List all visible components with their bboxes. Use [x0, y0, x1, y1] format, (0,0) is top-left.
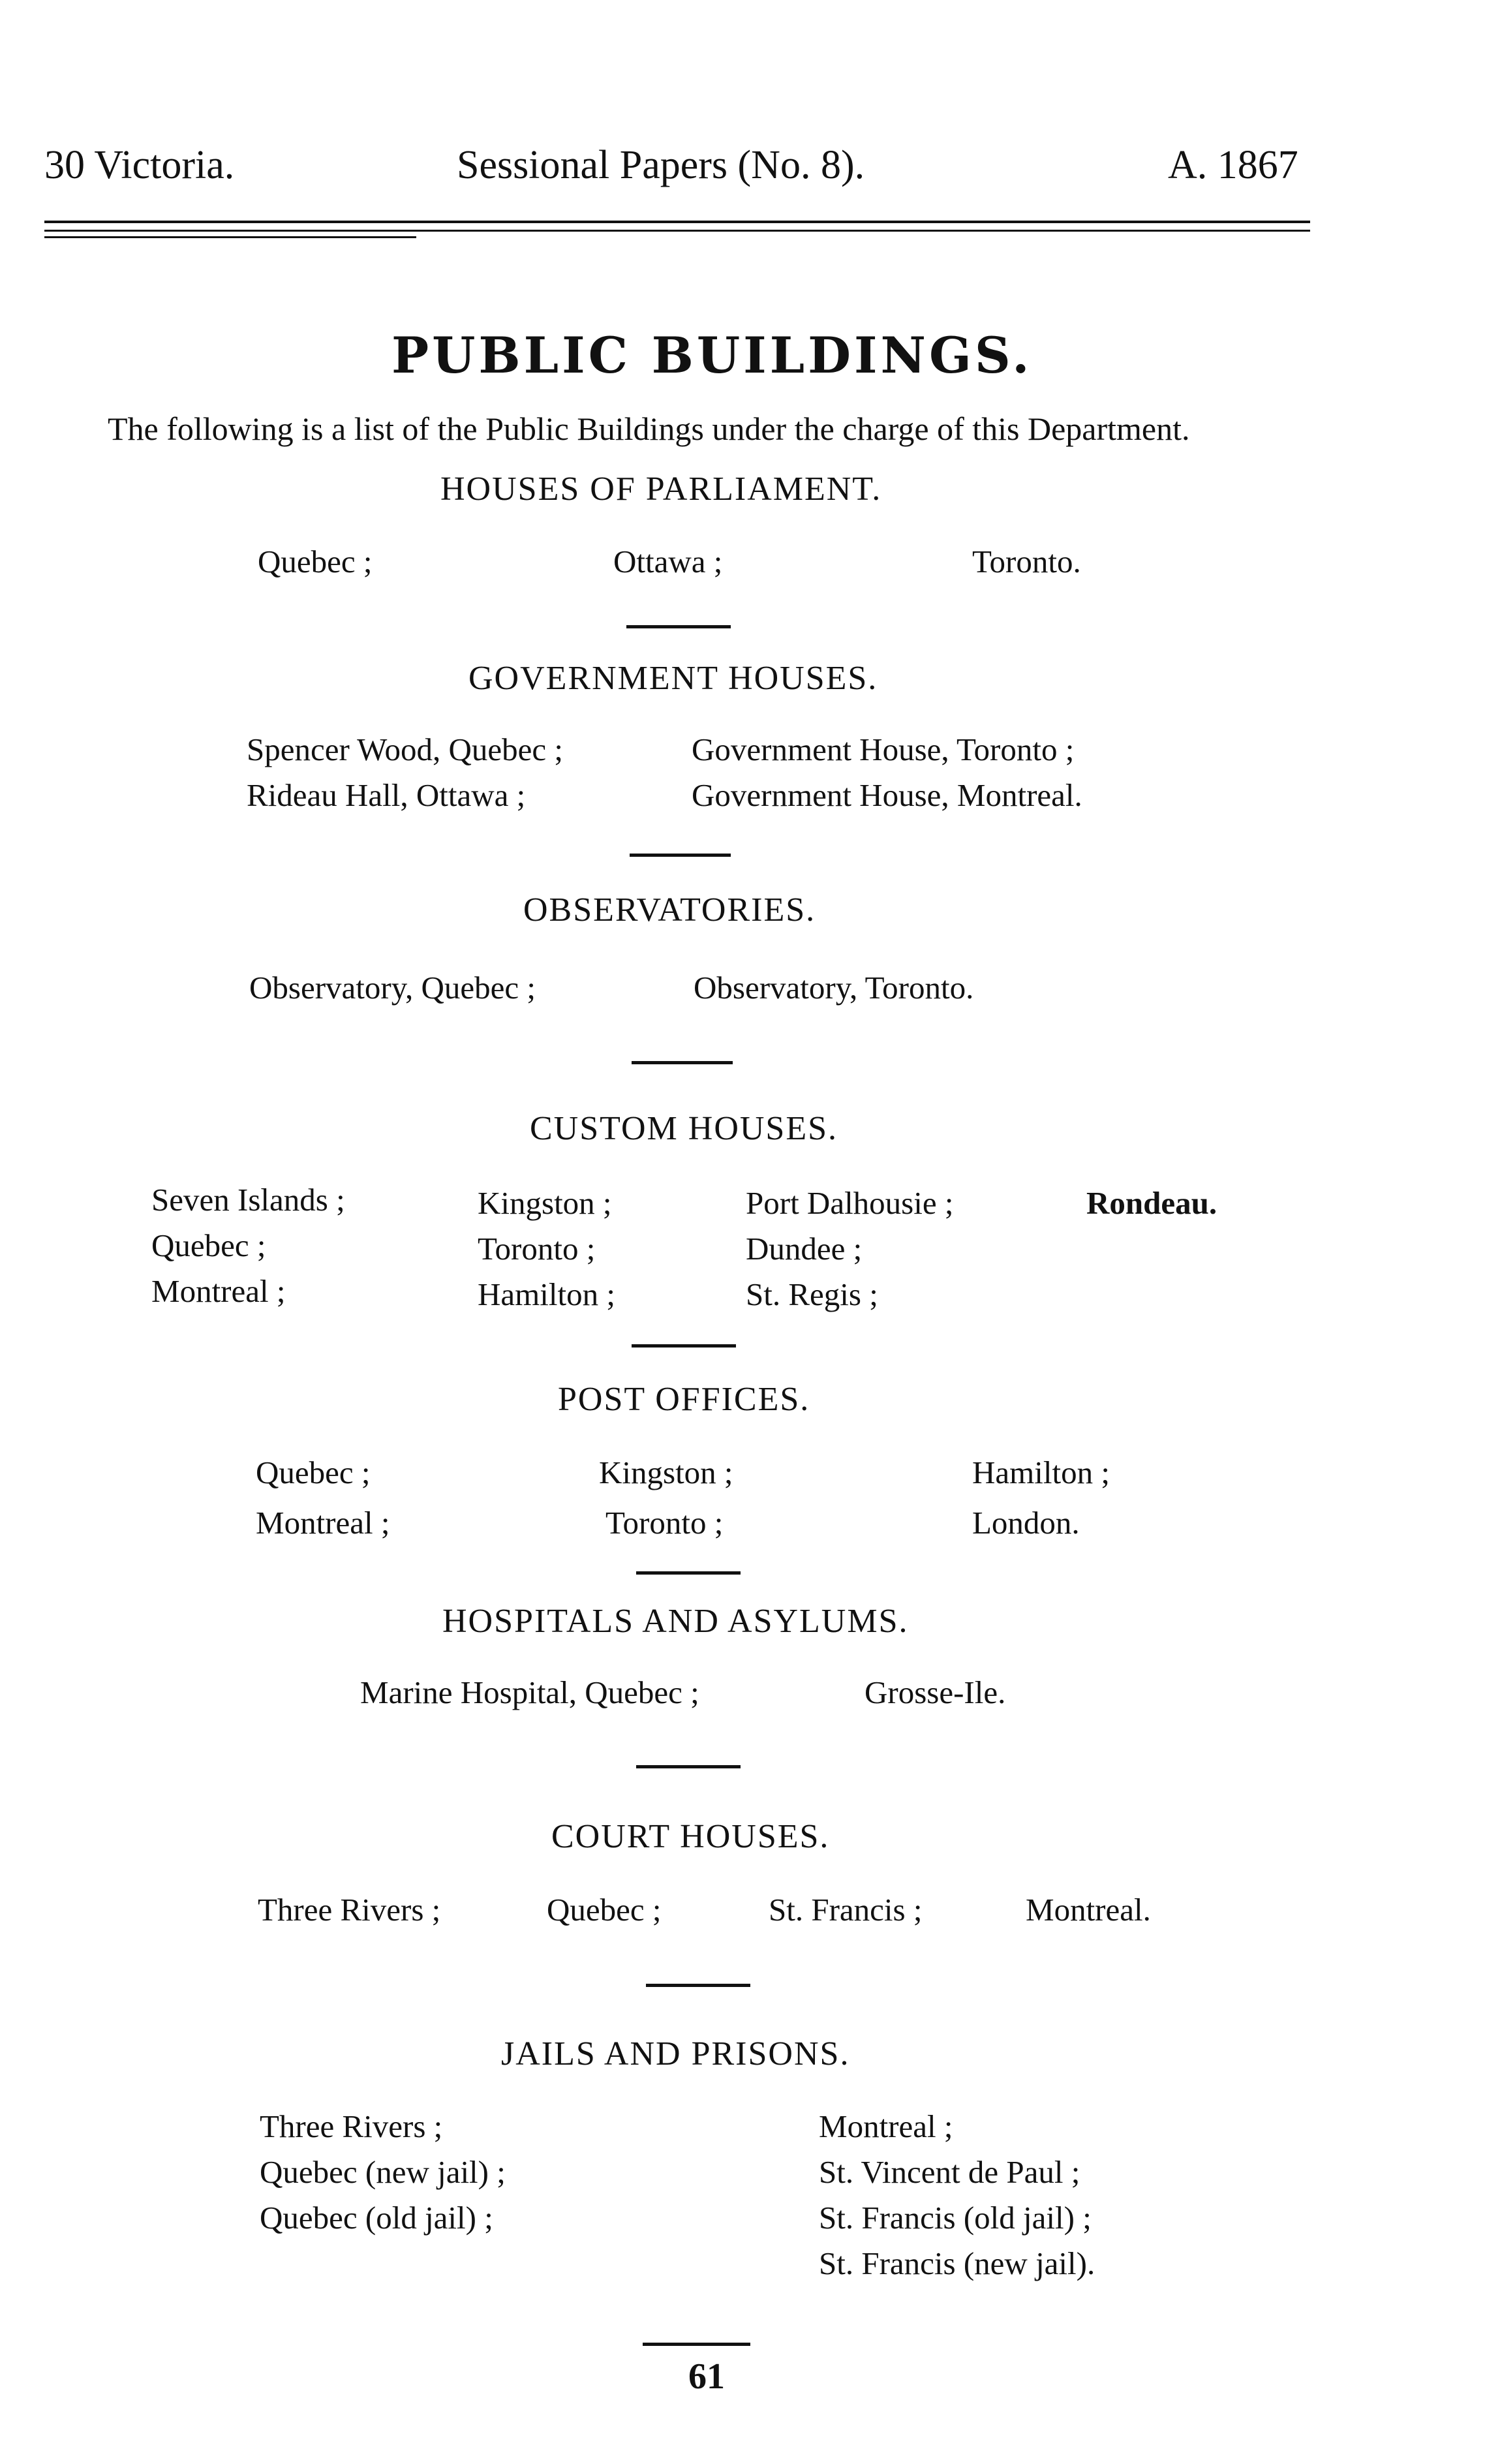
section-divider: [632, 1061, 733, 1064]
section-divider: [643, 2343, 750, 2346]
list-item: Observatory, Toronto.: [694, 970, 974, 1006]
header-left: 30 Victoria.: [44, 143, 235, 187]
header-rule-bottom: [44, 230, 1310, 232]
list-item: Marine Hospital, Quebec ;: [360, 1674, 699, 1710]
list-item: Grosse-Ile.: [865, 1674, 1006, 1710]
list-item: Port Dalhousie ;: [746, 1185, 954, 1221]
list-item: Montreal ;: [819, 2108, 953, 2144]
list-item: London.: [972, 1505, 1080, 1541]
section-divider: [646, 1984, 750, 1987]
list-item: Quebec ;: [151, 1227, 266, 1263]
list-item: Government House, Montreal.: [692, 777, 1082, 813]
list-item: Quebec ;: [547, 1892, 662, 1928]
list-item: St. Vincent de Paul ;: [819, 2154, 1080, 2190]
list-item: Three Rivers ;: [258, 1892, 441, 1928]
list-item: Three Rivers ;: [260, 2108, 443, 2144]
list-item: Seven Islands ;: [151, 1182, 345, 1218]
list-item: Kingston ;: [478, 1185, 612, 1221]
header-center: Sessional Papers (No. 8).: [457, 143, 865, 187]
list-item: Hamilton ;: [972, 1455, 1110, 1490]
header-rule-accent: [44, 236, 416, 238]
header-rule-top: [44, 221, 1310, 223]
list-item: Rideau Hall, Ottawa ;: [247, 777, 526, 813]
list-item: Toronto ;: [605, 1505, 724, 1541]
list-item: St. Francis (new jail).: [819, 2245, 1095, 2281]
section-divider: [632, 1344, 736, 1348]
intro-text: The following is a list of the Public Buildings under the charge of this Department.: [108, 410, 1190, 447]
list-item: Government House, Toronto ;: [692, 732, 1075, 767]
list-item: Spencer Wood, Quebec ;: [247, 732, 563, 767]
page-number: 61: [688, 2356, 725, 2397]
section-divider: [636, 1571, 741, 1575]
list-item: Quebec ;: [256, 1455, 371, 1490]
list-item: St. Regis ;: [746, 1276, 878, 1312]
list-item: Hamilton ;: [478, 1276, 615, 1312]
list-item: Montreal ;: [151, 1273, 286, 1309]
list-item: Kingston ;: [599, 1455, 733, 1490]
header-right: A. 1867: [1168, 143, 1298, 187]
section-heading-custom: CUSTOM HOUSES.: [530, 1110, 838, 1147]
list-item: Rondeau.: [1086, 1185, 1217, 1221]
section-divider: [626, 625, 731, 628]
list-item: Observatory, Quebec ;: [249, 970, 536, 1006]
section-heading-hospitals: HOSPITALS AND ASYLUMS.: [442, 1603, 909, 1640]
section-heading-parliament: HOUSES OF PARLIAMENT.: [440, 470, 882, 508]
list-item: St. Francis (old jail) ;: [819, 2200, 1092, 2236]
list-item: Toronto.: [972, 544, 1081, 579]
section-divider: [630, 854, 731, 857]
section-divider: [636, 1765, 741, 1768]
list-item: Montreal ;: [256, 1505, 390, 1541]
section-heading-government: GOVERNMENT HOUSES.: [468, 660, 878, 697]
list-item: Toronto ;: [478, 1231, 596, 1267]
list-item: St. Francis ;: [769, 1892, 923, 1928]
list-item: Ottawa ;: [613, 544, 723, 579]
section-heading-jails: JAILS AND PRISONS.: [501, 2035, 850, 2072]
list-item: Quebec (old jail) ;: [260, 2200, 493, 2236]
list-item: Montreal.: [1026, 1892, 1151, 1928]
section-heading-post: POST OFFICES.: [558, 1381, 810, 1418]
section-heading-court: COURT HOUSES.: [551, 1818, 830, 1855]
section-heading-observatories: OBSERVATORIES.: [523, 891, 816, 929]
list-item: Dundee ;: [746, 1231, 863, 1267]
page-title: PUBLIC BUILDINGS.: [391, 326, 1033, 384]
list-item: Quebec (new jail) ;: [260, 2154, 506, 2190]
list-item: Quebec ;: [258, 544, 373, 579]
